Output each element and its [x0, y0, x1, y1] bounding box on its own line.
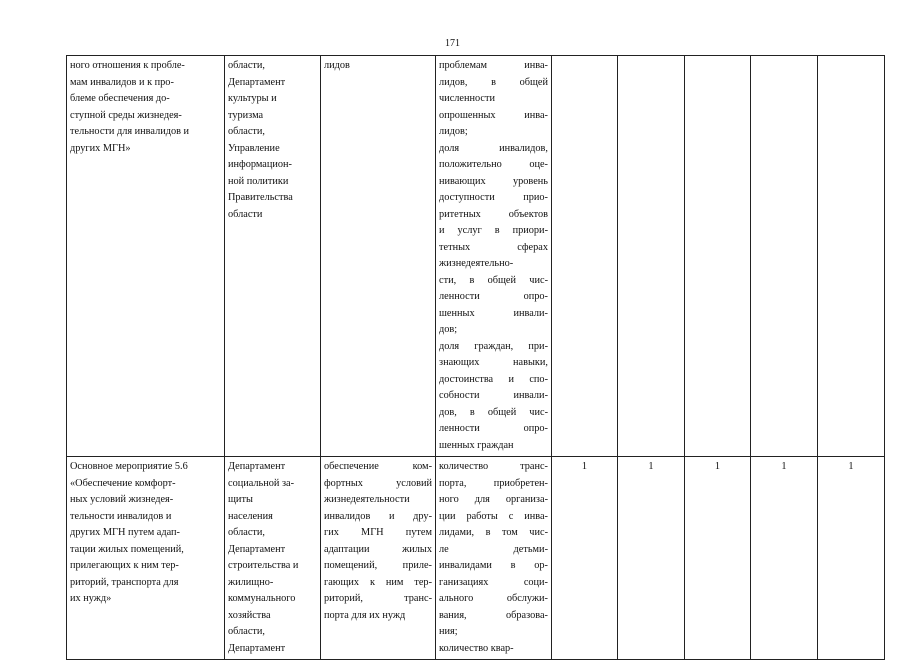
cell-text-line: лидов; — [439, 126, 468, 137]
cell-text-line: инвалидов и дру- — [324, 510, 432, 522]
cell-text-line: и услуг в приори- — [439, 225, 548, 236]
value-cell — [818, 56, 885, 457]
value-cell: 1 — [552, 457, 618, 660]
cell-text-line: положительно оце- — [439, 159, 548, 170]
cell-text-line: коммунального — [228, 593, 296, 604]
value-cell — [685, 56, 751, 457]
cell-text-line: порта, приобретен- — [439, 477, 548, 489]
cell-text-line: количество квар- — [439, 642, 514, 654]
cell-text-line: блеме обеспечения до- — [70, 93, 170, 104]
cell-text-line: лидов — [324, 60, 350, 71]
cell-text-line: гающих к ним тер- — [324, 576, 432, 588]
cell-text-line: ганизациях соци- — [439, 576, 548, 588]
cell-text-line: риторий, транспорта для — [70, 576, 179, 588]
cell-text-line: ного отношения к пробле- — [70, 60, 185, 71]
cell-text-line: «Обеспечение комфорт- — [70, 477, 176, 489]
table-row — [67, 56, 885, 457]
cell-text-line: ной политики — [228, 175, 289, 187]
cell-text-line: ального обслужи- — [439, 593, 548, 604]
cell-text-line: ния; — [439, 626, 458, 637]
cell-text-line: ного для организа- — [439, 494, 548, 505]
value-cell: 1 — [618, 457, 685, 660]
cell-text-line: информацион- — [228, 159, 292, 170]
measure-name-cell — [67, 457, 225, 660]
cell-text-line: численности — [439, 93, 495, 104]
cell-text-line: количество транс- — [439, 461, 548, 472]
cell-text-line: других МГН путем адап- — [70, 527, 180, 538]
cell-text-line: доступности прио- — [439, 192, 548, 203]
cell-text-line: дов; — [439, 324, 458, 335]
cell-text-line: жилищно- — [228, 576, 274, 588]
cell-text-line: хозяйства — [228, 609, 271, 621]
cell-text-line: тельности для инвалидов и — [70, 126, 190, 137]
executor-cell — [225, 56, 321, 457]
value-cell — [552, 56, 618, 457]
cell-text-line: обеспечение ком- — [324, 461, 432, 472]
cell-text-line: собности инвали- — [439, 390, 548, 401]
expected-result-cell — [321, 457, 436, 660]
cell-text-line: строительства и — [228, 560, 299, 571]
cell-text-line: гих МГН путем — [324, 527, 432, 538]
cell-text-line: Управление — [228, 142, 280, 154]
value-cell: 1 — [751, 457, 818, 660]
cell-text-line: Департамент — [228, 642, 286, 654]
cell-text-line: населения — [228, 510, 273, 522]
cell-text-line: области, — [228, 60, 265, 71]
cell-text-line: шенных граждан — [439, 439, 514, 451]
value-cell — [618, 56, 685, 457]
cell-text-line: жизнедеятельно- — [439, 258, 514, 269]
cell-text-line: ных условий жизнедея- — [70, 494, 174, 505]
cell-text-line: фортных условий — [324, 477, 432, 489]
cell-text-line: проблемам инва- — [439, 60, 548, 71]
cell-text-line: инвалидами в ор- — [439, 560, 548, 571]
page-number: 171 — [445, 38, 460, 49]
cell-text-line: области, — [228, 626, 265, 637]
cell-text-line: ленности опро- — [439, 291, 548, 302]
cell-text-line: ритетных объектов — [439, 208, 548, 220]
cell-text-line: социальной за- — [228, 477, 295, 489]
cell-text-line: порта для их нужд — [324, 609, 406, 621]
indicator-cell — [436, 457, 552, 660]
cell-text-line: Департамент — [228, 543, 286, 555]
cell-text-line: риторий, транс- — [324, 593, 432, 604]
cell-text-line: дов, в общей чис- — [439, 406, 548, 418]
cell-text-line: тетных сферах — [439, 241, 548, 253]
cell-text-line: лидами, в том чис- — [439, 527, 548, 538]
executor-cell — [225, 457, 321, 660]
value-cell — [751, 56, 818, 457]
cell-text-line: шенных инвали- — [439, 307, 548, 319]
expected-result-cell — [321, 56, 436, 457]
cell-text-line: области — [228, 208, 263, 220]
cell-text-line: щиты — [228, 494, 253, 505]
cell-text-line: ступной среды жизнедея- — [70, 109, 182, 121]
cell-text-line: лидов, в общей — [439, 76, 548, 88]
cell-text-line: Департамент — [228, 76, 286, 88]
cell-text-line: знающих навыки, — [439, 357, 548, 368]
measure-name-cell — [67, 56, 225, 457]
cell-text-line: достоинства и спо- — [439, 373, 548, 385]
cell-text-line: жизнедеятельности — [324, 494, 410, 505]
cell-text-line: их нужд» — [70, 593, 112, 604]
cell-text-line: ле детьми- — [439, 543, 548, 555]
cell-text-line: вания, образова- — [439, 609, 548, 621]
cell-text-line: ленности опро- — [439, 423, 548, 434]
cell-text-line: мам инвалидов и к про- — [70, 76, 174, 88]
cell-text-line: опрошенных инва- — [439, 109, 548, 121]
cell-text-line: ции работы с инва- — [439, 510, 548, 522]
cell-text-line: области, — [228, 527, 265, 538]
cell-text-line: области, — [228, 126, 265, 137]
cell-text-line: прилегающих к ним тер- — [70, 560, 179, 571]
cell-text-line: нивающих уровень — [439, 175, 548, 187]
cell-text-line: доля граждан, при- — [439, 340, 548, 352]
cell-text-line: доля инвалидов, — [439, 142, 548, 154]
cell-text-line: тации жилых помещений, — [70, 543, 184, 555]
cell-text-line: Правительства — [228, 192, 293, 203]
cell-text-line: туризма — [228, 109, 264, 121]
cell-text-line: Департамент — [228, 461, 286, 472]
value-cell: 1 — [685, 457, 751, 660]
cell-text-line: помещений, приле- — [324, 560, 432, 571]
cell-text-line: сти, в общей чис- — [439, 274, 548, 286]
cell-text-line: Основное мероприятие 5.6 — [70, 461, 188, 472]
cell-text-line: культуры и — [228, 93, 277, 104]
table-row — [67, 457, 885, 660]
cell-text-line: адаптации жилых — [324, 543, 432, 555]
cell-text-line: других МГН» — [70, 142, 131, 154]
indicator-cell — [436, 56, 552, 457]
cell-text-line: тельности инвалидов и — [70, 510, 172, 522]
value-cell: 1 — [818, 457, 885, 660]
measures-table — [66, 55, 885, 660]
